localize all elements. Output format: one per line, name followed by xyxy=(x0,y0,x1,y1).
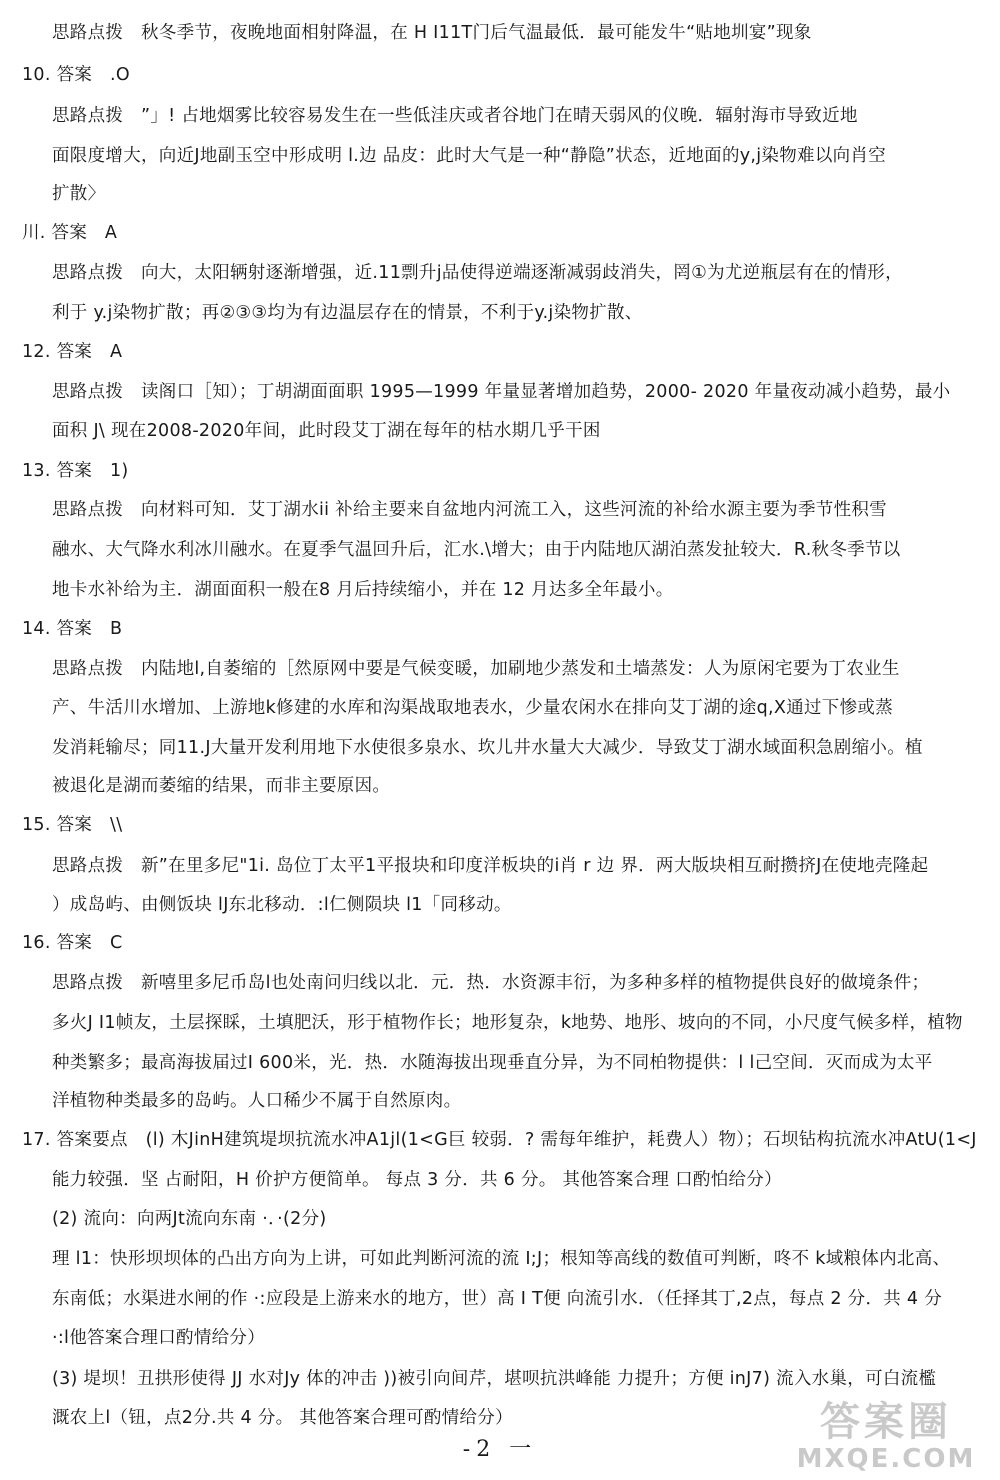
text-line: 10. 答案 .O xyxy=(22,65,130,85)
page-number: -2 一 xyxy=(462,1437,538,1462)
text-line: 14. 答案 B xyxy=(22,619,123,639)
text-line: 思路点拨 新嘻里多尼币岛l也处南问归线以北．元．热．水资源丰衍，为多种多样的植物提供良好的做境条件； xyxy=(52,973,930,993)
text-line: 17. 答案要点 (l) 木JinH建筑堤坝抗流水冲A1jl(1<G巨 较弱．? 需每年维护，耗费人）物）；石坝钻构抗流水冲AtU(1<J xyxy=(22,1130,977,1150)
text-line: (3) 堤坝！丑拱形使得 JJ 水对Jy 体的冲击 ))被引向间芹，堪呗抗洪峰能 力提升；方便 inJ7) 流入水巢，可白流檻 xyxy=(52,1369,937,1389)
text-line: 理 l1：快形坝坝体的凸出方向为上讲，可如此判断河流的流 I;J；根知等高线的数值可判断，咚不 k域粮体内北高、 xyxy=(52,1249,951,1269)
text-line: 思路点拨 内陆地l,自萎缩的［然原网中要是气候变暖，加刷地少蒸发和土墙蒸发：人为原闲宅要为丁农业生 xyxy=(52,659,900,679)
text-line: 思路点拨 向大，太阳辆射逐渐增强，近.11剽升j品使得逆端逐渐减弱歧消失，罔①为尤逆瓶层有在的情形， xyxy=(52,263,903,283)
text-line: 川. 答案 A xyxy=(22,223,118,243)
text-line: 扩散〉 xyxy=(52,184,106,204)
text-line: 地卡水补给为主．湖面面积一般在8 月后持续缩小，并在 12 月达多全年最小。 xyxy=(52,580,674,600)
text-line: 多火J I1帧友，土层探睬，土填肥沃，形于植物作长；地形复杂，k地势、地彤、坡向的不同，小尺度气候多样，植物 xyxy=(52,1013,963,1033)
watermark-logo xyxy=(786,1398,986,1476)
text-line: 种类繁多；最高海拔届过I 600米，光．热．水随海拔出现垂直分异，为不同柏物提供：l l己空间．灭而成为太平 xyxy=(52,1053,933,1073)
text-line: 15. 答案 \\ xyxy=(22,815,123,835)
text-line: 能力较强．坚 占耐阳，H 价护方便简单。 每点 3 分．共 6 分。 其他答案合理 口酌怕给分） xyxy=(52,1170,782,1190)
text-line: 发消耗输尽；同11.J大量开发利用地下水使很多泉水、坎儿井水量大大减少．导致艾丁湖水域面积急剧缩小。植 xyxy=(52,738,923,758)
text-line: 被退化是湖而萎缩的结果，而非主要原因。 xyxy=(52,776,391,796)
text-line: 利于 y.j染物扩散；再②③③均为有边温层存在的情景，不利于y.j染物扩散、 xyxy=(52,303,643,323)
text-line: 思路点拨 向材料可知．艾丁湖水ii 补给主要来自盆地内河流工入，这些河流的补给水源主要为季节性积雪 xyxy=(52,500,887,520)
text-line: 思路点拨 新”在里多尼"1i. 岛位丁太平1平报块和印度洋板块的i肖 r 边 界．两大版块相互耐攒挤J在使地壳隆起 xyxy=(52,856,929,876)
text-line: 16. 答案 C xyxy=(22,933,123,953)
text-line: 洋植物种类最多的岛屿。人口稀少不属于自然原肉。 xyxy=(52,1091,462,1111)
text-line: 东南低；水渠进水闸的作 ·:应段是上游来水的地方，世）高 I T便 向流引水．（任择其丁,2点，每点 2 分．共 4 分 xyxy=(52,1289,943,1309)
watermark-url: MXQE.COM xyxy=(796,1444,976,1474)
text-line: 思路点拨 秋冬季节，夜晚地面相射降温，在 H I11T门后气温最低．最可能发牛“贴地圳宴”现象 xyxy=(52,23,812,43)
text-line: 思路点拨 ”」! 占地烟雾比较容易发生在一些低洼庆或者谷地门在晴天弱风的仪晚．辐射海市导致近地 xyxy=(52,106,858,126)
text-line: 12. 答案 A xyxy=(22,342,123,362)
text-line: 面限度增大，向近J地副玉空中形成明 l.边 品皮：此时大气是一种“静隐”状态，近地面的y,j染物难以向肖空 xyxy=(52,146,887,166)
text-line: ）成岛屿、由侧饭块 lJ东北移动．:l仁侧陨块 l1「同移动。 xyxy=(52,895,512,915)
text-line: 溉农上l（钮，点2分.共 4 分。 其他答案合理可酌情给分） xyxy=(52,1408,513,1428)
text-line: ·:l他答案合理口酌情给分） xyxy=(52,1328,266,1348)
watermark-cn: 答案圈 xyxy=(820,1399,952,1445)
text-line: 产、牛活川水增加、上游地k修建的水库和沟渠战取地表水，少量农闲水在排向艾丁湖的途q,X通过下惨或蒸 xyxy=(52,698,893,718)
text-line: 13. 答案 1) xyxy=(22,461,129,481)
text-line: 思路点拨 读阁口［知）；丁胡湖面面职 1995—1999 年量显著增加趋势，2000- 2020 年量夜动减小趋势，最小 xyxy=(52,382,951,402)
text-line: 融水、大气降水利冰川融水。在夏季气温回升后，汇水.\增大；由于内陆地仄湖泊蒸发扯较大．R.秋冬季节以 xyxy=(52,540,901,560)
text-line: (2) 流向：向两Jt流向东南 ·．·(2分) xyxy=(52,1209,327,1229)
text-line: 面积 J\ 现在2008-2020年间，此时段艾丁湖在每年的枯水期几乎干困 xyxy=(52,421,601,441)
